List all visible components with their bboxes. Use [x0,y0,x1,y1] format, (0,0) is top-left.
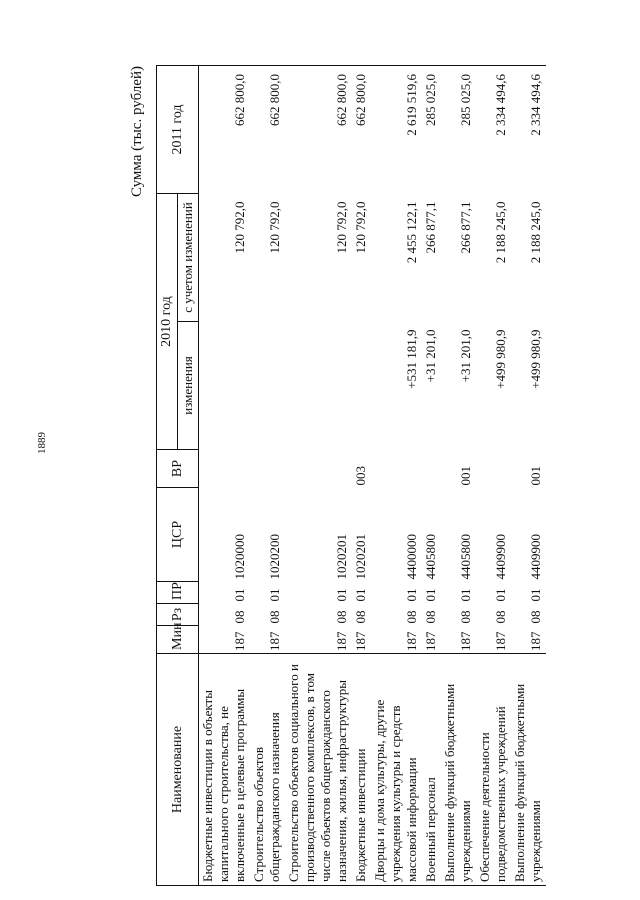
row-with-changes: 120 792,0 [334,201,349,254]
row-min: 187 [232,631,247,651]
row-2011: 2 334 494,6 [476,66,511,194]
row-rz: 08 [353,610,368,624]
row-vr: 003 [353,466,368,486]
row-with-changes: 2 455 122,1 [404,201,419,264]
row-csr: 1020200 [267,534,282,580]
header-vr: ВР [157,450,199,488]
row-rz: 08 [334,610,349,624]
header-2011: 2011 год [157,66,199,194]
row-rz: 08 [423,610,438,624]
header-pr: ПР [157,582,199,604]
row-pr: 01 [493,588,508,602]
row-name: Обеспечение деятельности подведомственных учреждений [476,654,511,886]
row-name: Дворцы и дома культуры, другие учреждения культуры и средств массовой информации [371,654,422,886]
row-2011: 662 800,0 [199,66,251,194]
row-name: Выполнение функций бюджетными учреждениями [511,654,546,886]
row-changes [352,322,371,450]
row-rz: 08 [232,610,247,624]
table-row [511,66,546,886]
row-name: Бюджетные инвестиции [352,654,371,886]
row-with-changes: 120 792,0 [353,201,368,254]
row-csr: 4405800 [423,534,438,580]
row-csr: 4409900 [493,534,508,580]
table-row [371,66,422,886]
row-min: 187 [423,631,438,651]
row-min: 187 [267,631,282,651]
header-with-changes: с учетом изменений [178,194,199,322]
row-pr: 01 [404,588,419,602]
row-csr: 4400000 [404,534,419,580]
row-name: Строительство объектов социального и производственного комплексов, в том числе объектов общегражданского назначения, жилья, инфраструктуры [285,654,352,886]
units-label: Сумма (тыс. рублей) [129,66,145,198]
row-vr [476,450,511,488]
row-with-changes: 120 792,0 [232,201,247,254]
row-vr [199,450,251,488]
row-name: Военный персонал [422,654,441,886]
table-row [199,66,251,886]
row-min: 187 [458,631,473,651]
row-with-changes: 120 792,0 [267,201,282,254]
row-rz: 08 [267,610,282,624]
row-pr: 01 [528,588,543,602]
header-changes: изменения [178,322,199,450]
row-changes: +31 201,0 [458,329,473,383]
table-row [441,66,476,886]
header-name: Наименование [157,654,199,886]
row-csr: 1020000 [232,534,247,580]
row-csr: 4409900 [528,534,543,580]
row-name: Строительство объектов общегражданского назначения [250,654,285,886]
row-vr [250,450,285,488]
row-min: 187 [404,631,419,651]
row-changes [285,322,352,450]
page-number: 1889 [36,432,48,454]
row-min: 187 [353,631,368,651]
row-changes [250,322,285,450]
row-rz: 08 [404,610,419,624]
row-vr [422,450,441,488]
row-with-changes: 266 877,1 [458,201,473,254]
row-changes: +31 201,0 [423,329,438,383]
budget-table [156,65,546,886]
row-2011: 2 334 494,6 [511,66,546,194]
row-vr: 001 [528,466,543,486]
row-pr: 01 [232,588,247,602]
row-changes: +499 980,9 [528,329,543,389]
table-row [250,66,285,886]
row-rz: 08 [458,610,473,624]
header-min: Мин [157,626,199,654]
header-2010: 2010 год [157,194,178,450]
row-pr: 01 [334,588,349,602]
row-rz: 08 [493,610,508,624]
row-2011: 662 800,0 [352,66,371,194]
row-with-changes: 2 188 245,0 [493,201,508,264]
row-with-changes: 2 188 245,0 [528,201,543,264]
row-min: 187 [528,631,543,651]
row-pr: 01 [423,588,438,602]
row-name: Бюджетные инвестиции в объекты капитального строительства, не включенные в целевые программы [199,654,251,886]
row-changes [199,322,251,450]
table-row [476,66,511,886]
row-2011: 2 619 519,6 [371,66,422,194]
row-min: 187 [334,631,349,651]
row-vr [285,450,352,488]
row-pr: 01 [458,588,473,602]
row-2011: 662 800,0 [285,66,352,194]
row-csr: 4405800 [458,534,473,580]
row-pr: 01 [353,588,368,602]
row-with-changes: 266 877,1 [423,201,438,254]
row-csr: 1020201 [334,534,349,580]
row-name: Выполнение функций бюджетными учреждениями [441,654,476,886]
table-row [285,66,352,886]
row-2011: 662 800,0 [250,66,285,194]
row-csr: 1020201 [353,534,368,580]
row-changes: +531 181,9 [404,329,419,389]
row-2011: 285 025,0 [441,66,476,194]
row-vr [371,450,422,488]
row-vr: 001 [458,466,473,486]
header-csr: ЦСР [157,488,199,582]
table-row [352,66,371,886]
row-2011: 285 025,0 [422,66,441,194]
row-rz: 08 [528,610,543,624]
row-pr: 01 [267,588,282,602]
row-min: 187 [493,631,508,651]
header-row [157,66,178,886]
row-changes: +499 980,9 [493,329,508,389]
header-rz: Рз [157,604,199,626]
table-row [422,66,441,886]
rotated-page [120,36,580,886]
